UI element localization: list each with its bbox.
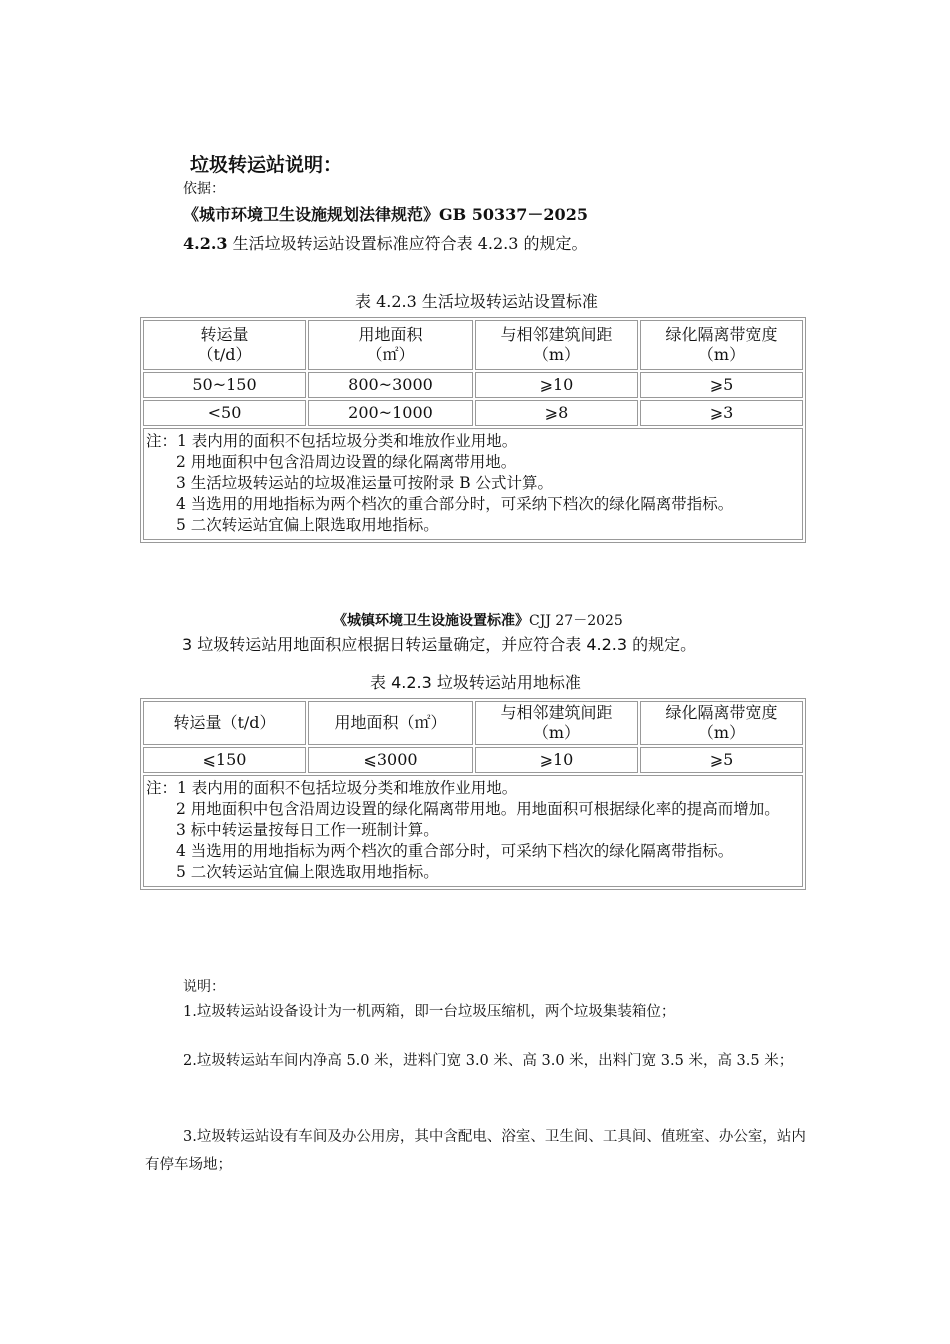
table-cell: ⩾5 [640,747,803,773]
table-1-header-row [143,320,803,370]
clause-number: 4.2.3 [183,234,228,253]
standard-2-code: CJJ 27－2025 [529,613,623,629]
table-1-caption: 表 4.2.3 生活垃圾转运站设置标准 [355,292,598,311]
clause-text: 生活垃圾转运站设置标准应符合表 4.2.3 的规定。 [227,234,588,253]
header-cell: 用地面积 （㎡） [308,320,473,370]
table-cell: ⩽3000 [308,747,473,773]
standard-2-name: 《城镇环境卫生设施设置标准》 [333,613,529,629]
table-2-caption: 表 4.2.3 垃圾转运站用地标准 [370,673,581,692]
table-cell: 200~1000 [308,400,473,426]
explanation-item-2: 2.垃圾转运站车间内净高 5.0 米，进料门宽 3.0 米、高 3.0 米，出料门宽 3.5 米，高 3.5 米； [183,1053,794,1069]
note-line: 注：1 表内用的面积不包括垃圾分类和堆放作业用地。 [146,779,518,797]
standard-1-clause [183,231,588,254]
standard-2-clause: 3 垃圾转运站用地面积应根据日转运量确定，并应符合表 4.2.3 的规定。 [182,635,697,654]
note-line: 2 用地面积中包含沿周边设置的绿化隔离带用地。用地面积可根据绿化率的提高而增加。 [176,800,780,818]
explanation-label: 说明： [183,979,225,995]
table-cell: ⩾3 [640,400,803,426]
note-line: 4 当选用的用地指标为两个档次的重合部分时，可采纳下档次的绿化隔离带指标。 [176,842,734,860]
note-line: 3 标中转运量按每日工作一班制计算。 [176,821,439,839]
header-cell: 绿化隔离带宽度 （m） [640,320,803,370]
table-2 [140,698,806,890]
page-title: 垃圾转运站说明： [190,154,343,176]
note-line: 5 二次转运站宜偏上限选取用地指标。 [176,516,439,534]
standard-2-title [333,610,623,630]
header-cell: 绿化隔离带宽度 （m） [640,701,803,745]
table-2-notes-row [143,775,803,887]
note-line: 4 当选用的用地指标为两个档次的重合部分时，可采纳下档次的绿化隔离带指标。 [176,495,734,513]
table-row [143,372,803,398]
table-2-header-row [143,701,803,745]
header-cell: 转运量 （t/d） [143,320,306,370]
table-cell: 800~3000 [308,372,473,398]
header-cell: 与相邻建筑间距 （m） [475,320,638,370]
header-cell: 与相邻建筑间距 （m） [475,701,638,745]
table-1 [140,317,806,543]
table-cell: ⩾10 [475,747,638,773]
standard-1-title: 《城市环境卫生设施规划法律规范》GB 50337－2025 [183,205,588,224]
table-cell: ⩽150 [143,747,306,773]
header-cell: 转运量（t/d） [143,701,306,745]
basis-label: 依据： [183,181,225,197]
note-line: 3 生活垃圾转运站的垃圾准运量可按附录 B 公式计算。 [176,474,554,492]
header-cell: 用地面积（㎡） [308,701,473,745]
table-row [143,747,803,773]
table-notes [143,428,803,540]
explanation-item-3: 3.垃圾转运站设有车间及办公用房，其中含配电、浴室、卫生间、工具间、值班室、办公室，站内有停车场地； [145,1129,806,1173]
note-line: 2 用地面积中包含沿周边设置的绿化隔离带用地。 [176,453,517,471]
table-cell: ⩾8 [475,400,638,426]
note-line: 5 二次转运站宜偏上限选取用地指标。 [176,863,439,881]
table-notes [143,775,803,887]
table-cell: 50~150 [143,372,306,398]
table-cell: <50 [143,400,306,426]
explanation-item-1: 1.垃圾转运站设备设计为一机两箱，即一台垃圾压缩机，两个垃圾集装箱位； [183,1004,676,1020]
table-cell: ⩾10 [475,372,638,398]
note-line: 注：1 表内用的面积不包括垃圾分类和堆放作业用地。 [146,432,518,450]
table-row [143,400,803,426]
table-1-notes-row [143,428,803,540]
table-cell: ⩾5 [640,372,803,398]
